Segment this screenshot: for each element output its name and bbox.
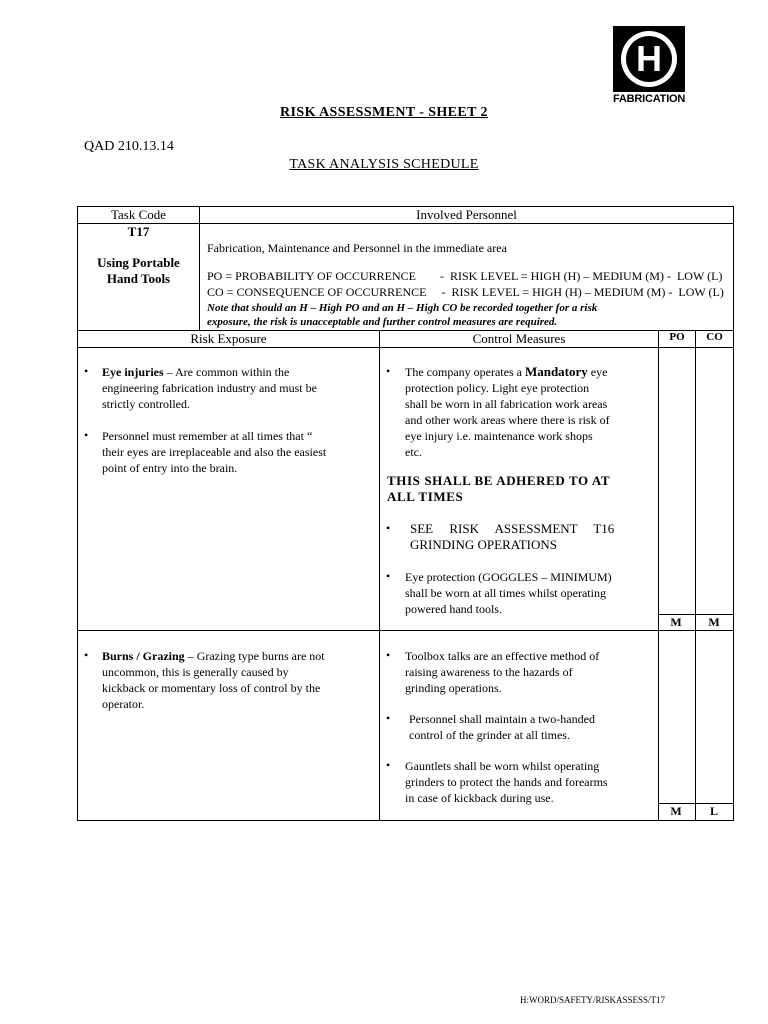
risk-text-line: point of entry into the brain. xyxy=(102,461,238,475)
po-legend: PO = PROBABILITY OF OCCURRENCE - RISK LEVEL = HIGH (H) – MEDIUM (M) - LOW (L) xyxy=(207,269,723,283)
po-rating: M xyxy=(670,804,682,818)
bullet-icon: • xyxy=(84,364,89,378)
po-header: PO xyxy=(669,331,685,343)
control-text-line: grinders to protect the hands and forearms xyxy=(405,775,608,789)
control-text-line: GRINDING OPERATIONS xyxy=(410,537,557,552)
control-text: The company operates a xyxy=(405,365,525,379)
risk-text-line: uncommon, this is generally caused by xyxy=(102,665,289,679)
bullet-icon: • xyxy=(386,364,391,378)
bullet-icon: • xyxy=(84,428,89,442)
control-text-line: in case of kickback during use. xyxy=(405,791,554,805)
risk-text-line: engineering fabrication industry and must be xyxy=(102,381,317,395)
bullet-icon: • xyxy=(84,648,89,662)
co-header: CO xyxy=(706,331,723,343)
control-two-handed: Personnel shall maintain a two-handed xyxy=(409,712,595,726)
control-text-line: powered hand tools. xyxy=(405,602,502,616)
risk-text-line: kickback or momentary loss of control by the xyxy=(102,681,321,695)
document-code: QAD 210.13.14 xyxy=(84,139,174,154)
task-code-header: Task Code xyxy=(110,207,167,222)
co-rating: M xyxy=(708,615,720,629)
control-text-line: protection policy. Light eye protection xyxy=(405,381,590,395)
note-line2: exposure, the risk is unacceptable and further control measures are required. xyxy=(207,316,558,328)
risk-text-line: strictly controlled. xyxy=(102,397,190,411)
control-gauntlets: Gauntlets shall be worn whilst operating xyxy=(405,759,600,773)
control-measures-header: Control Measures xyxy=(472,331,566,346)
page-subtitle: TASK ANALYSIS SCHEDULE xyxy=(289,157,479,172)
po-rating: M xyxy=(670,615,682,629)
bullet-icon: • xyxy=(386,711,391,725)
logo-letter: H xyxy=(636,38,662,79)
co-rating: L xyxy=(709,804,718,818)
control-text-line: shall be worn in all fabrication work areas xyxy=(405,397,608,411)
task-name-line1: Using Portable xyxy=(97,255,180,270)
control-text: eye xyxy=(587,365,608,379)
risk-text-line: operator. xyxy=(102,697,145,711)
bullet-icon: • xyxy=(386,648,391,662)
control-mandatory-policy xyxy=(405,364,607,380)
risk-text-line: their eyes are irreplaceable and also the easiest xyxy=(102,445,327,459)
task-code: T17 xyxy=(127,224,150,239)
document-path-footer: H:WORD/SAFETY/RISKASSESS/T17 xyxy=(520,995,666,1005)
control-text-line: and other work areas where there is risk of xyxy=(405,413,610,427)
risk-text: – Grazing type burns are not xyxy=(184,649,325,663)
adhere-notice-line1: THIS SHALL BE ADHERED TO AT xyxy=(387,473,611,488)
control-text-line: raising awareness to the hazards of xyxy=(405,665,573,679)
risk-title: Eye injuries xyxy=(102,365,164,379)
risk-eye-injuries xyxy=(102,364,373,380)
bullet-icon: • xyxy=(386,521,391,535)
co-legend: CO = CONSEQUENCE OF OCCURRENCE - RISK LEVEL = HIGH (H) – MEDIUM (M) - LOW (L) xyxy=(207,285,724,299)
risk-exposure-header: Risk Exposure xyxy=(190,331,267,346)
task-name-line2: Hand Tools xyxy=(106,271,171,286)
control-eye-protection: Eye protection (GOGGLES – MINIMUM) xyxy=(405,570,612,584)
control-see-risk-assessment: SEE RISK ASSESSMENT T16 xyxy=(410,521,615,536)
logo-mark xyxy=(613,26,685,92)
company-logo xyxy=(613,26,685,106)
bullet-icon: • xyxy=(386,758,391,772)
risk-title: Burns / Grazing xyxy=(102,649,185,663)
control-text-line: etc. xyxy=(405,445,422,459)
control-text-line: shall be worn at all times whilst operating xyxy=(405,586,606,600)
risk-text: – Are common within the xyxy=(163,365,290,379)
control-text-line: grinding operations. xyxy=(405,681,502,695)
risk-text-line: Personnel must remember at all times that “ xyxy=(102,429,313,443)
involved-personnel: Fabrication, Maintenance and Personnel in the immediate area xyxy=(207,241,507,255)
adhere-notice-line2: ALL TIMES xyxy=(387,489,464,504)
control-emphasis: Mandatory xyxy=(524,364,588,379)
risk-burns-grazing xyxy=(102,648,325,664)
bullet-icon: • xyxy=(386,569,391,583)
control-text-line: eye injury i.e. maintenance work shops xyxy=(405,429,593,443)
logo-text: FABRICATION xyxy=(613,93,686,105)
involved-personnel-header: Involved Personnel xyxy=(416,207,517,222)
page-title: RISK ASSESSMENT - SHEET 2 xyxy=(280,105,488,120)
control-toolbox-talks: Toolbox talks are an effective method of xyxy=(405,649,600,663)
note-line1: Note that should an H – High PO and an H – High CO be recorded together for a risk xyxy=(207,302,598,314)
control-text-line: control of the grinder at all times. xyxy=(409,728,570,742)
